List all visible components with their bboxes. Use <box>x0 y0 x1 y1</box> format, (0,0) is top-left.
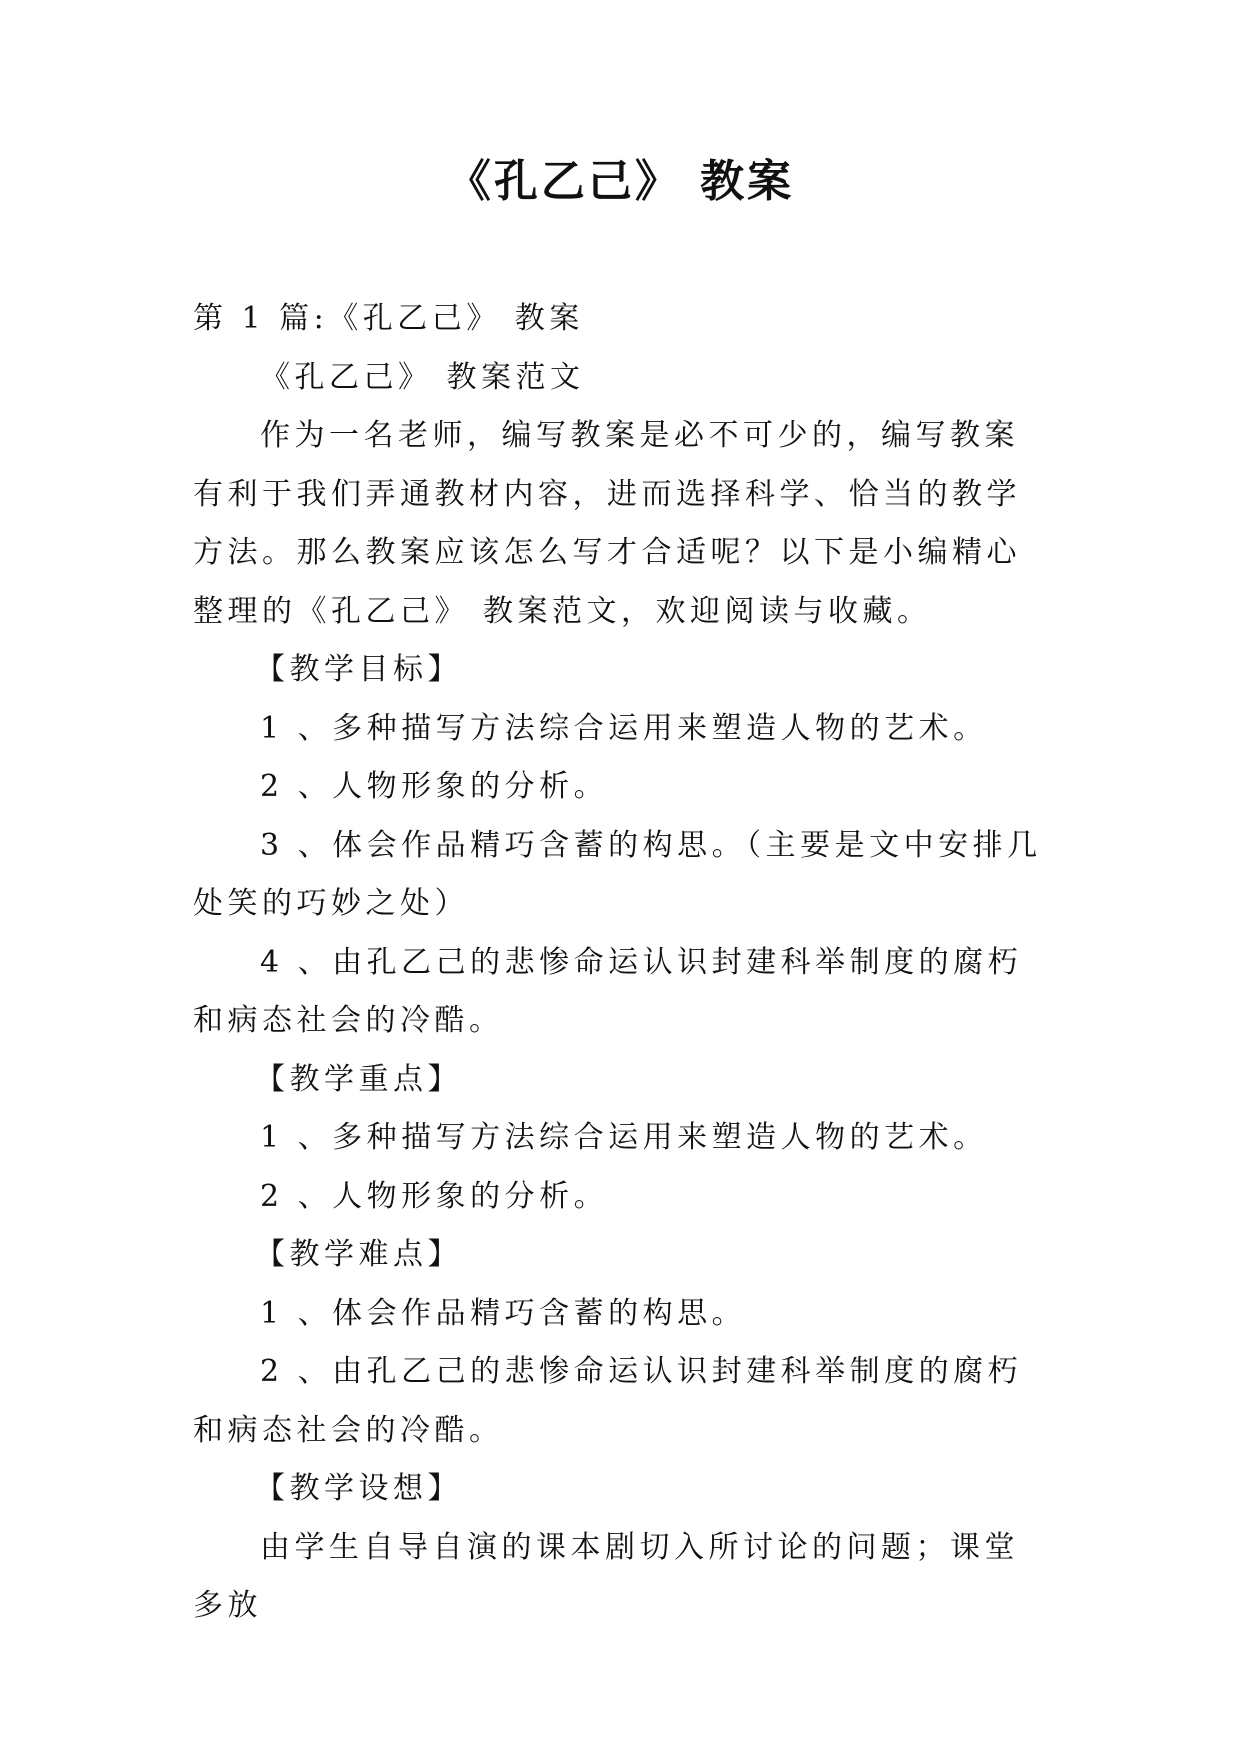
difficulty-item-2: 2 、由孔乙己的悲惨命运认识封建科举制度的腐朽和病态社会的冷酷。 <box>193 1354 1023 1448</box>
section-heading-objectives: 【教学目标】 <box>255 652 462 687</box>
section-heading-key-points: 【教学重点】 <box>255 1061 462 1097</box>
intro-paragraph: 作为一名老师，编写教案是必不可少的，编写教案有利于我们弄通教材内容，进而选择科学、恰当的教学方法。那么教案应该怎么写才合适呢？以下是小编精心整理的《孔乙己》 教案范文，欢迎阅读与收藏。 <box>193 418 1021 629</box>
design-paragraph: 由学生自导自演的课本剧切入所讨论的问题；课堂多放 <box>193 1529 1019 1623</box>
document-title: 《孔乙己》 教案 <box>446 156 795 207</box>
section-heading-design: 【教学设想】 <box>255 1471 462 1506</box>
section-heading-chapter: 第 1 篇:《孔乙己》 教案 <box>193 301 584 336</box>
section-heading-difficulties: 【教学难点】 <box>255 1237 462 1272</box>
subtitle-line: 《孔乙己》 教案范文 <box>260 359 585 395</box>
objective-item-1: 1 、多种描写方法综合运用来塑造人物的艺术。 <box>260 710 988 746</box>
difficulty-item-1: 1 、体会作品精巧含蓄的构思。 <box>260 1295 747 1331</box>
objective-item-3: 3 、体会作品精巧含蓄的构思。（主要是文中安排几处笑的巧妙之处） <box>193 827 1042 921</box>
objective-item-2: 2 、人物形象的分析。 <box>260 769 609 804</box>
key-point-item-2: 2 、人物形象的分析。 <box>260 1178 609 1214</box>
key-point-item-1: 1 、多种描写方法综合运用来塑造人物的艺术。 <box>260 1120 988 1155</box>
objective-item-4: 4 、由孔乙己的悲惨命运认识封建科举制度的腐朽和病态社会的冷酷。 <box>193 944 1023 1038</box>
document-body <box>193 290 1053 1636</box>
